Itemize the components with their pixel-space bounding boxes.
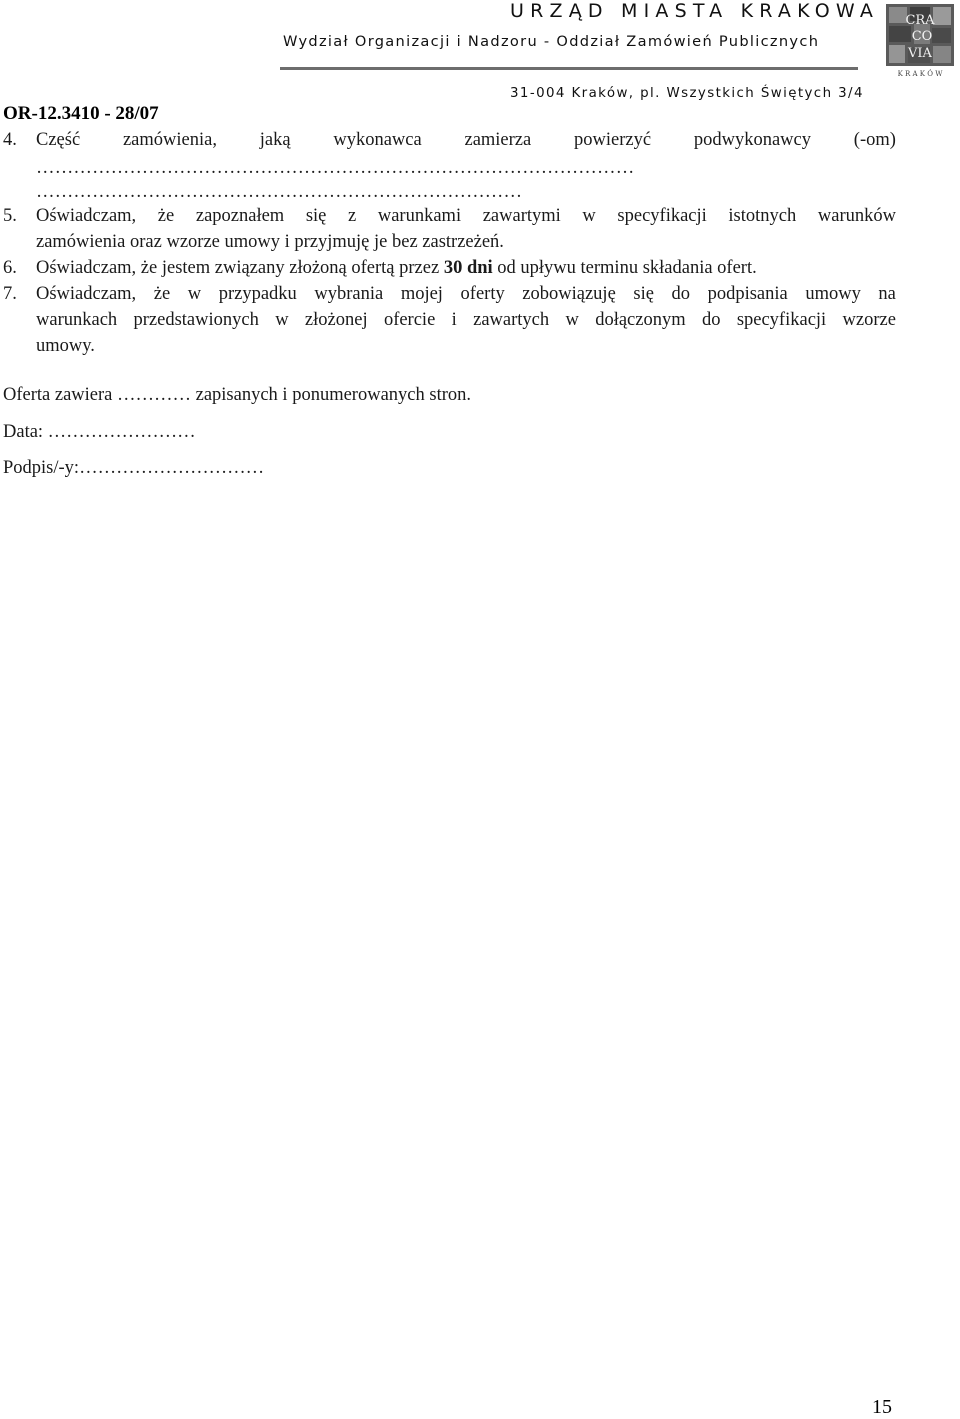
item-4-line-1 — [3, 130, 895, 151]
page-number: 15 — [872, 1396, 892, 1418]
item-6-text-after: od upływu terminu składania ofert. — [492, 258, 757, 278]
word: mojej — [400, 284, 443, 304]
item-7-line-3: umowy. — [36, 336, 95, 356]
word: i — [451, 310, 457, 330]
item-6-line-1 — [3, 258, 895, 279]
signature-field: Podpis/-y:………………………… — [3, 458, 265, 478]
word: warunkach — [36, 310, 118, 330]
word: do — [701, 310, 721, 330]
word: w — [275, 310, 289, 330]
department-name: Wydział Organizacji i Nadzoru - Oddział Zamówień Publicznych — [283, 33, 820, 50]
page-count-field: Oferta zawiera ………… zapisanych i ponumerowanych stron. — [3, 385, 471, 405]
word: podpisania — [707, 284, 788, 304]
offer-validity-days: 30 dni — [443, 258, 493, 278]
logo-line-1: CRA — [905, 13, 935, 28]
word: na — [878, 284, 896, 304]
item-number: 6. — [3, 258, 17, 278]
word: podwykonawcy — [693, 130, 811, 150]
word: wybrania — [314, 284, 384, 304]
item-7-line-2 — [36, 310, 896, 331]
word: wzorze — [842, 310, 896, 330]
item-5-line-1 — [3, 206, 895, 227]
word: powierzyć — [574, 130, 652, 150]
word: do — [671, 284, 691, 304]
item-number: 7. — [3, 284, 17, 304]
word: zamówienia, — [122, 130, 217, 150]
item-6-text-before: Oświadczam, że jestem związany złożoną ofertą przez — [36, 258, 444, 278]
word: z — [348, 206, 357, 226]
item-4-fill-line-2: …………………………………………………………………… — [36, 182, 523, 202]
word: ofercie — [383, 310, 436, 330]
word: zapoznałem — [195, 206, 285, 226]
word: zobowiązuję — [522, 284, 616, 304]
word: specyfikacji — [617, 206, 707, 226]
item-5-line-2: zamówienia oraz wzorze umowy i przyjmuję je bez zastrzeżeń. — [36, 232, 504, 252]
word: oferty — [460, 284, 505, 304]
word: złożonej — [304, 310, 368, 330]
word: przypadku — [218, 284, 297, 304]
word: warunków — [817, 206, 896, 226]
item-4-fill-line-1: …………………………………………………………………………………… — [36, 158, 635, 178]
word: się — [305, 206, 327, 226]
word: że — [153, 284, 171, 304]
word: się — [633, 284, 654, 304]
word: zamierza — [464, 130, 532, 150]
word: specyfikacji — [736, 310, 827, 330]
word: jaką — [259, 130, 291, 150]
word: Oświadczam, — [36, 284, 137, 304]
word: Część — [36, 130, 81, 150]
logo-line-3: VIA — [908, 46, 932, 61]
item-number: 5. — [3, 206, 17, 226]
office-address: 31-004 Kraków, pl. Wszystkich Świętych 3/4 — [510, 86, 864, 101]
word: (-om) — [853, 130, 896, 150]
word: w — [187, 284, 202, 304]
word: Oświadczam, — [36, 206, 137, 226]
word: zawartych — [473, 310, 550, 330]
word: umowy — [805, 284, 861, 304]
word: przedstawionych — [133, 310, 259, 330]
logo-line-2: CO — [911, 29, 933, 44]
office-title: URZĄD MIASTA KRAKOWA — [510, 0, 880, 22]
word: dołączonym — [595, 310, 686, 330]
item-number: 4. — [3, 130, 17, 150]
word: w — [565, 310, 579, 330]
header-divider — [280, 67, 858, 70]
logo-subtitle: K R A K Ó W — [897, 70, 943, 78]
word: że — [157, 206, 175, 226]
cracovia-krakow-logo-icon — [880, 2, 960, 80]
word: w — [582, 206, 596, 226]
word: istotnych — [728, 206, 797, 226]
item-7-line-1 — [3, 284, 895, 305]
word: warunkami — [377, 206, 462, 226]
date-field: Data: …………………… — [3, 422, 196, 442]
word: zawartymi — [482, 206, 561, 226]
word: wykonawca — [333, 130, 422, 150]
document-reference: OR-12.3410 - 28/07 — [3, 103, 159, 124]
